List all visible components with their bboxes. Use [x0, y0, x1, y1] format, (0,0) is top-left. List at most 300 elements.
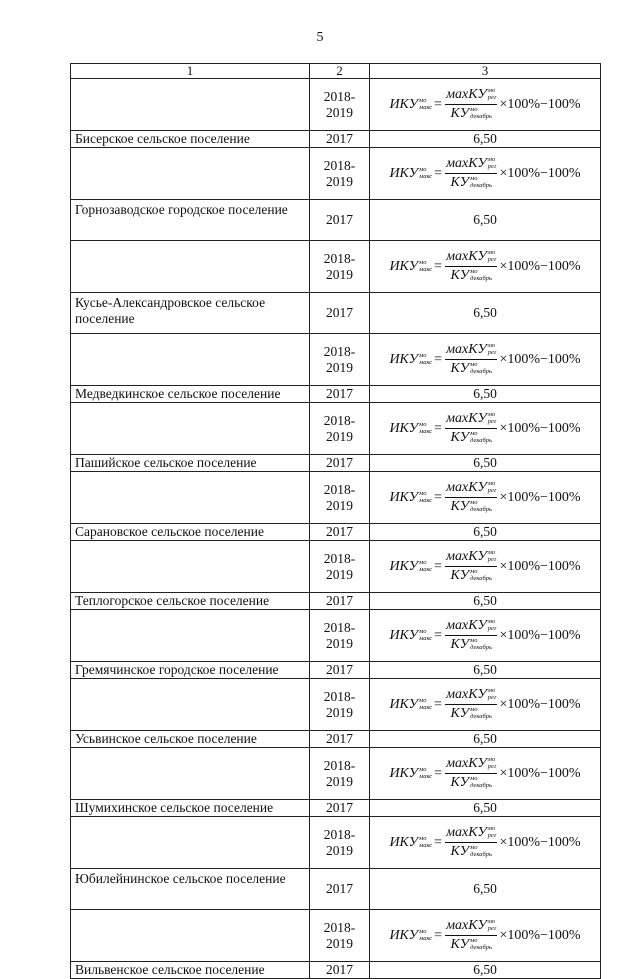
formula-equals: = — [434, 420, 443, 436]
table-row — [71, 386, 601, 403]
formula-cell — [370, 403, 601, 455]
formula-fraction — [445, 480, 497, 515]
formula-equals: = — [434, 834, 443, 850]
formula-num-symbol: махКУ — [446, 480, 487, 495]
formula-lhs-symbol: ИКУ — [389, 834, 419, 850]
formula-num-indices — [488, 156, 497, 170]
formula-den-symbol: КУ — [450, 568, 470, 583]
formula-lhs-sup: мо — [419, 765, 427, 773]
formula-num-sup: мо — [487, 618, 496, 625]
formula-num-sup: мо — [487, 156, 496, 163]
formula-lhs — [389, 697, 432, 713]
formula-numerator — [445, 549, 497, 567]
formula-lhs-symbol: ИКУ — [389, 258, 419, 274]
formula-den-sub: декабрь — [470, 782, 492, 789]
year-cell: 2017 — [310, 869, 370, 910]
formula-den-symbol: КУ — [450, 430, 470, 445]
formula-denominator — [451, 360, 492, 377]
formula-denominator — [451, 105, 492, 122]
formula-ikumax — [374, 87, 596, 122]
formula-den-symbol: КУ — [450, 706, 470, 721]
table-row — [71, 131, 601, 148]
formula-lhs-sup: мо — [419, 165, 427, 173]
formula-num-sub: рег — [487, 487, 497, 494]
formula-ikumax — [374, 411, 596, 446]
formula-ikumax — [374, 618, 596, 653]
formula-den-sup: мо — [470, 268, 478, 275]
settlement-name: Горнозаводское городское поселение — [71, 200, 310, 241]
formula-den-indices — [470, 268, 492, 282]
formula-num-sup: мо — [487, 249, 496, 256]
table-header-row — [71, 64, 601, 79]
formula-lhs-indices — [419, 259, 432, 273]
formula-den-sub: декабрь — [470, 506, 492, 513]
formula-lhs-symbol: ИКУ — [389, 696, 419, 712]
formula-lhs-sup: мо — [419, 420, 427, 428]
formula-lhs-indices — [419, 352, 432, 366]
formula-num-symbol: махКУ — [446, 342, 487, 357]
formula-lhs — [389, 628, 432, 644]
table-row — [71, 593, 601, 610]
formula-denominator — [451, 705, 492, 722]
formula-lhs-symbol: ИКУ — [389, 165, 419, 181]
formula-numerator — [445, 687, 497, 705]
formula-num-indices — [488, 756, 497, 770]
year-cell: 2017 — [310, 131, 370, 148]
table-row — [71, 455, 601, 472]
formula-num-indices — [488, 825, 497, 839]
formula-lhs-symbol: ИКУ — [389, 351, 419, 367]
formula-tail: ×100%−100% — [499, 696, 581, 712]
formula-fraction — [445, 249, 497, 284]
settlement-name: Теплогорское сельское поселение — [71, 593, 310, 610]
settlement-name: Шумихинское сельское поселение — [71, 800, 310, 817]
formula-lhs-sub: макс — [419, 703, 433, 711]
formula-den-indices — [470, 775, 492, 789]
formula-lhs — [389, 97, 432, 113]
formula-lhs — [389, 421, 432, 437]
index-value: 6,50 — [370, 869, 601, 910]
formula-denominator — [451, 498, 492, 515]
table-row — [71, 541, 601, 593]
formula-lhs-indices — [419, 166, 432, 180]
formula-lhs-symbol: ИКУ — [389, 558, 419, 574]
formula-lhs-indices — [419, 490, 432, 504]
formula-lhs-symbol: ИКУ — [389, 927, 419, 943]
year-cell: 2018-2019 — [310, 79, 370, 131]
formula-ikumax — [374, 156, 596, 191]
formula-num-sub: рег — [487, 163, 497, 170]
settlement-name: Кусье-Александровское сельское поселение — [71, 293, 310, 334]
formula-ikumax — [374, 825, 596, 860]
formula-lhs — [389, 766, 432, 782]
formula-denominator — [451, 567, 492, 584]
table-row — [71, 610, 601, 662]
year-cell: 2018-2019 — [310, 817, 370, 869]
formula-numerator — [445, 618, 497, 636]
table-row — [71, 200, 601, 241]
formula-den-symbol: КУ — [450, 175, 470, 190]
formula-den-indices — [470, 430, 492, 444]
empty-name-cell — [71, 334, 310, 386]
formula-den-symbol: КУ — [450, 775, 470, 790]
settlement-name: Пашийское сельское поселение — [71, 455, 310, 472]
formula-den-sub: декабрь — [470, 182, 492, 189]
empty-name-cell — [71, 472, 310, 524]
table-row — [71, 869, 601, 910]
formula-num-symbol: махКУ — [446, 549, 487, 564]
settlement-name: Медведкинское сельское поселение — [71, 386, 310, 403]
formula-den-symbol: КУ — [450, 499, 470, 514]
formula-equals: = — [434, 696, 443, 712]
formula-num-sub: рег — [487, 925, 497, 932]
formula-equals: = — [434, 258, 443, 274]
table-row — [71, 910, 601, 962]
formula-den-sub: декабрь — [470, 275, 492, 282]
table-row — [71, 662, 601, 679]
formula-lhs-indices — [419, 97, 432, 111]
formula-ikumax — [374, 480, 596, 515]
formula-num-sub: рег — [487, 694, 497, 701]
year-cell: 2017 — [310, 962, 370, 979]
formula-lhs-sub: макс — [419, 427, 433, 435]
formula-numerator — [445, 411, 497, 429]
formula-den-symbol: КУ — [450, 937, 470, 952]
formula-fraction — [445, 156, 497, 191]
header-col-2: 2 — [310, 64, 370, 79]
formula-num-indices — [488, 549, 497, 563]
formula-lhs-sup: мо — [419, 927, 427, 935]
formula-num-symbol: махКУ — [446, 249, 487, 264]
formula-equals: = — [434, 627, 443, 643]
formula-num-sub: рег — [487, 349, 497, 356]
formula-den-sup: мо — [470, 430, 478, 437]
settlement-name: Гремячинское городское поселение — [71, 662, 310, 679]
formula-den-sup: мо — [470, 637, 478, 644]
formula-num-sup: мо — [487, 687, 496, 694]
index-value: 6,50 — [370, 662, 601, 679]
formula-lhs — [389, 559, 432, 575]
formula-ikumax — [374, 687, 596, 722]
formula-denominator — [451, 174, 492, 191]
year-cell: 2017 — [310, 200, 370, 241]
formula-num-sub: рег — [487, 418, 497, 425]
formula-numerator — [445, 156, 497, 174]
formula-lhs-sub: макс — [419, 565, 433, 573]
table-row — [71, 800, 601, 817]
empty-name-cell — [71, 910, 310, 962]
formula-den-sup: мо — [470, 844, 478, 851]
formula-lhs-sub: макс — [419, 265, 433, 273]
table-row — [71, 817, 601, 869]
formula-lhs-sub: макс — [419, 496, 433, 504]
table-row — [71, 731, 601, 748]
index-value: 6,50 — [370, 593, 601, 610]
formula-lhs-sup: мо — [419, 696, 427, 704]
formula-denominator — [451, 429, 492, 446]
formula-fraction — [445, 687, 497, 722]
formula-denominator — [451, 843, 492, 860]
formula-lhs-sup: мо — [419, 627, 427, 635]
header-col-3: 3 — [370, 64, 601, 79]
formula-num-sub: рег — [487, 256, 497, 263]
formula-den-symbol: КУ — [450, 361, 470, 376]
year-cell: 2018-2019 — [310, 910, 370, 962]
formula-denominator — [451, 774, 492, 791]
empty-name-cell — [71, 241, 310, 293]
formula-num-sub: рег — [487, 556, 497, 563]
empty-name-cell — [71, 403, 310, 455]
formula-cell — [370, 148, 601, 200]
index-value: 6,50 — [370, 293, 601, 334]
formula-den-sub: декабрь — [470, 368, 492, 375]
formula-lhs — [389, 259, 432, 275]
year-cell: 2017 — [310, 293, 370, 334]
table-row — [71, 241, 601, 293]
table-row — [71, 748, 601, 800]
formula-num-indices — [488, 618, 497, 632]
formula-num-symbol: махКУ — [446, 87, 487, 102]
table-row — [71, 79, 601, 131]
year-cell: 2017 — [310, 524, 370, 541]
formula-num-indices — [488, 411, 497, 425]
empty-name-cell — [71, 748, 310, 800]
formula-lhs-sub: макс — [419, 358, 433, 366]
header-col-1: 1 — [71, 64, 310, 79]
formula-fraction — [445, 918, 497, 953]
formula-den-sub: декабрь — [470, 437, 492, 444]
empty-name-cell — [71, 79, 310, 131]
year-cell: 2017 — [310, 662, 370, 679]
table-row — [71, 334, 601, 386]
formula-den-symbol: КУ — [450, 268, 470, 283]
formula-den-sup: мо — [470, 499, 478, 506]
year-cell: 2018-2019 — [310, 241, 370, 293]
index-value: 6,50 — [370, 524, 601, 541]
formula-lhs — [389, 490, 432, 506]
formula-tail: ×100%−100% — [499, 834, 581, 850]
formula-fraction — [445, 411, 497, 446]
formula-equals: = — [434, 96, 443, 112]
index-value: 6,50 — [370, 131, 601, 148]
formula-ikumax — [374, 249, 596, 284]
year-cell: 2018-2019 — [310, 334, 370, 386]
formula-lhs — [389, 835, 432, 851]
year-cell: 2017 — [310, 800, 370, 817]
year-cell: 2018-2019 — [310, 748, 370, 800]
formula-den-symbol: КУ — [450, 106, 470, 121]
index-value: 6,50 — [370, 386, 601, 403]
formula-tail: ×100%−100% — [499, 165, 581, 181]
table-row — [71, 962, 601, 979]
formula-num-sup: мо — [487, 756, 496, 763]
formula-tail: ×100%−100% — [499, 351, 581, 367]
formula-den-indices — [470, 706, 492, 720]
formula-num-indices — [488, 249, 497, 263]
year-cell: 2018-2019 — [310, 148, 370, 200]
formula-num-sub: рег — [487, 94, 497, 101]
year-cell: 2017 — [310, 731, 370, 748]
formula-den-sub: декабрь — [470, 644, 492, 651]
formula-cell — [370, 241, 601, 293]
empty-name-cell — [71, 679, 310, 731]
formula-num-indices — [488, 687, 497, 701]
formula-denominator — [451, 267, 492, 284]
formula-lhs-indices — [419, 559, 432, 573]
formula-tail: ×100%−100% — [499, 96, 581, 112]
formula-cell — [370, 541, 601, 593]
index-value: 6,50 — [370, 962, 601, 979]
formula-den-sup: мо — [470, 106, 478, 113]
formula-lhs-sup: мо — [419, 558, 427, 566]
formula-numerator — [445, 87, 497, 105]
table-row — [71, 472, 601, 524]
formula-num-sub: рег — [487, 763, 497, 770]
formula-ikumax — [374, 549, 596, 584]
formula-tail: ×100%−100% — [499, 627, 581, 643]
index-value: 6,50 — [370, 800, 601, 817]
page-number: 5 — [316, 30, 324, 45]
formula-cell — [370, 817, 601, 869]
formula-num-sup: мо — [487, 480, 496, 487]
formula-ikumax — [374, 918, 596, 953]
formula-fraction — [445, 342, 497, 377]
formula-den-symbol: КУ — [450, 637, 470, 652]
formula-num-indices — [488, 87, 497, 101]
formula-lhs-indices — [419, 697, 432, 711]
table-row — [71, 524, 601, 541]
formula-equals: = — [434, 165, 443, 181]
formula-num-sup: мо — [487, 825, 496, 832]
formula-lhs — [389, 928, 432, 944]
formula-numerator — [445, 918, 497, 936]
empty-name-cell — [71, 817, 310, 869]
formula-den-sup: мо — [470, 568, 478, 575]
formula-den-sup: мо — [470, 706, 478, 713]
formula-fraction — [445, 549, 497, 584]
year-cell: 2018-2019 — [310, 679, 370, 731]
formula-ikumax — [374, 342, 596, 377]
formula-num-sub: рег — [487, 625, 497, 632]
formula-den-sub: декабрь — [470, 113, 492, 120]
formula-lhs-sup: мо — [419, 258, 427, 266]
formula-equals: = — [434, 765, 443, 781]
formula-num-indices — [488, 918, 497, 932]
formula-lhs-indices — [419, 835, 432, 849]
formula-den-indices — [470, 106, 492, 120]
formula-equals: = — [434, 489, 443, 505]
formula-den-sup: мо — [470, 175, 478, 182]
index-value: 6,50 — [370, 731, 601, 748]
formula-num-sub: рег — [487, 832, 497, 839]
empty-name-cell — [71, 610, 310, 662]
formula-equals: = — [434, 351, 443, 367]
formula-lhs-sup: мо — [419, 96, 427, 104]
formula-lhs-sup: мо — [419, 351, 427, 359]
formula-lhs-indices — [419, 628, 432, 642]
formula-lhs-indices — [419, 421, 432, 435]
formula-numerator — [445, 480, 497, 498]
formula-lhs-sub: макс — [419, 103, 433, 111]
tariff-index-table — [70, 63, 601, 979]
settlement-name: Юбилейнинское сельское поселение — [71, 869, 310, 910]
year-cell: 2017 — [310, 386, 370, 403]
formula-ikumax — [374, 756, 596, 791]
formula-num-symbol: махКУ — [446, 825, 487, 840]
formula-lhs — [389, 166, 432, 182]
table-row — [71, 403, 601, 455]
table-row — [71, 679, 601, 731]
formula-den-indices — [470, 637, 492, 651]
formula-tail: ×100%−100% — [499, 927, 581, 943]
formula-num-symbol: махКУ — [446, 411, 487, 426]
formula-den-sub: декабрь — [470, 713, 492, 720]
empty-name-cell — [71, 148, 310, 200]
formula-tail: ×100%−100% — [499, 765, 581, 781]
empty-name-cell — [71, 541, 310, 593]
formula-den-indices — [470, 499, 492, 513]
formula-lhs-sub: макс — [419, 934, 433, 942]
formula-num-indices — [488, 342, 497, 356]
formula-lhs-sub: макс — [419, 172, 433, 180]
formula-fraction — [445, 756, 497, 791]
formula-num-symbol: махКУ — [446, 918, 487, 933]
formula-fraction — [445, 87, 497, 122]
formula-den-sub: декабрь — [470, 575, 492, 582]
formula-num-symbol: махКУ — [446, 618, 487, 633]
formula-equals: = — [434, 558, 443, 574]
formula-numerator — [445, 342, 497, 360]
formula-cell — [370, 679, 601, 731]
formula-tail: ×100%−100% — [499, 420, 581, 436]
formula-den-indices — [470, 937, 492, 951]
formula-lhs-indices — [419, 766, 432, 780]
formula-num-symbol: махКУ — [446, 756, 487, 771]
formula-lhs-symbol: ИКУ — [389, 627, 419, 643]
formula-num-sup: мо — [487, 549, 496, 556]
formula-num-sup: мо — [487, 918, 496, 925]
settlement-name: Бисерское сельское поселение — [71, 131, 310, 148]
formula-cell — [370, 610, 601, 662]
formula-lhs-sub: макс — [419, 841, 433, 849]
settlement-name: Вильвенское сельское поселение — [71, 962, 310, 979]
index-value: 6,50 — [370, 200, 601, 241]
formula-cell — [370, 334, 601, 386]
formula-fraction — [445, 618, 497, 653]
table-row — [71, 293, 601, 334]
formula-fraction — [445, 825, 497, 860]
formula-numerator — [445, 249, 497, 267]
formula-cell — [370, 79, 601, 131]
formula-num-symbol: махКУ — [446, 156, 487, 171]
formula-lhs-symbol: ИКУ — [389, 96, 419, 112]
formula-lhs-indices — [419, 928, 432, 942]
formula-cell — [370, 748, 601, 800]
index-value: 6,50 — [370, 455, 601, 472]
formula-den-sup: мо — [470, 361, 478, 368]
formula-lhs-sup: мо — [419, 489, 427, 497]
formula-numerator — [445, 825, 497, 843]
year-cell: 2018-2019 — [310, 472, 370, 524]
formula-den-sup: мо — [470, 775, 478, 782]
year-cell: 2017 — [310, 455, 370, 472]
formula-den-sub: декабрь — [470, 944, 492, 951]
formula-den-indices — [470, 361, 492, 375]
formula-num-sup: мо — [487, 411, 496, 418]
formula-equals: = — [434, 927, 443, 943]
formula-num-sup: мо — [487, 87, 496, 94]
formula-denominator — [451, 636, 492, 653]
